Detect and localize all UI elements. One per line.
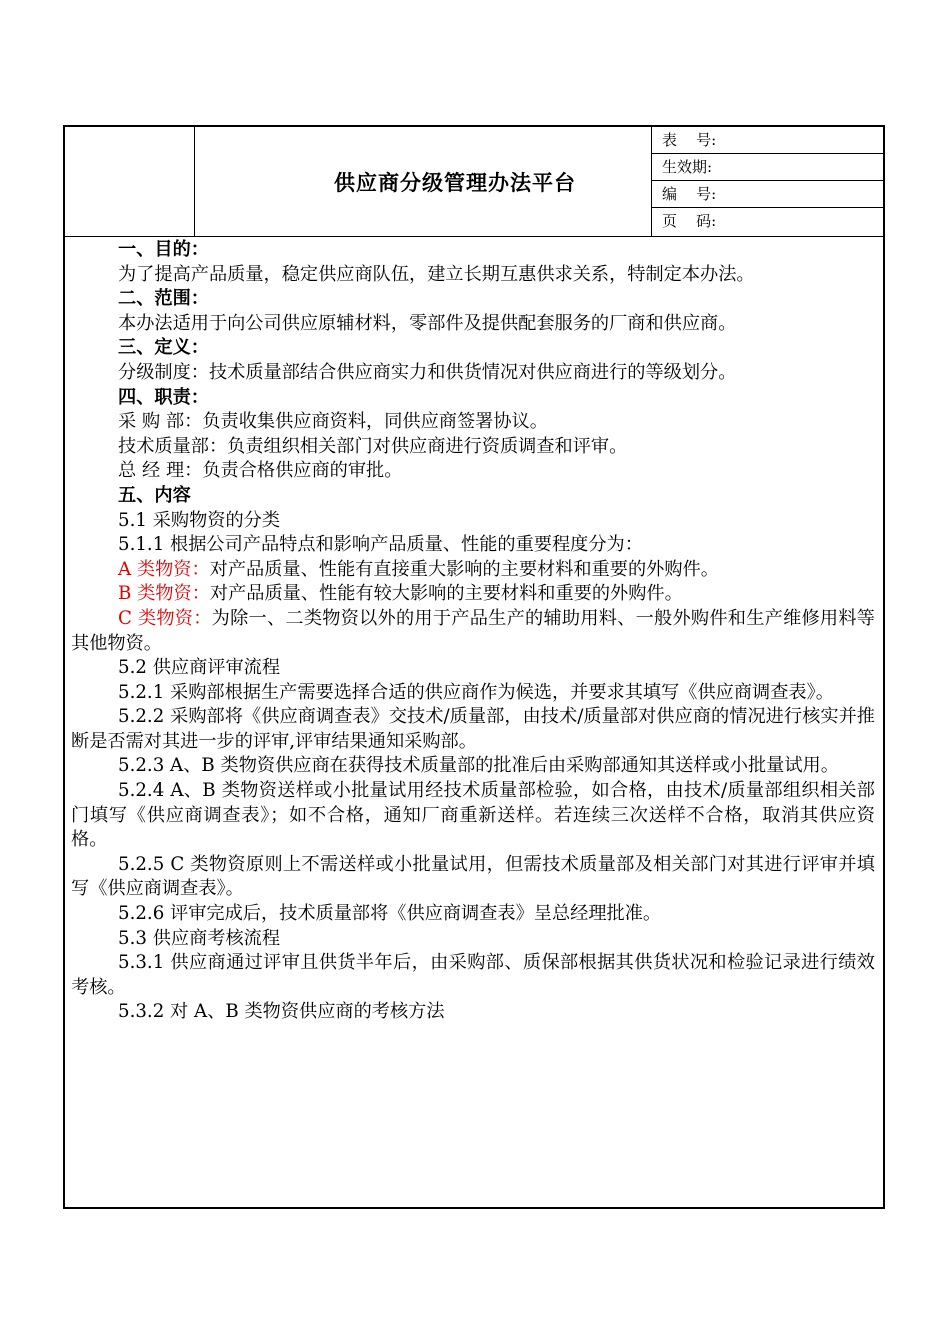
clause-5-1: 5.1 采购物资的分类 [118,509,281,531]
clause-5-1-1: 5.1.1 根据公司产品特点和影响产品质量、性能的重要程度分为： [118,534,643,556]
class-a-label: A 类物资： [118,558,210,580]
clause-5-2-3: 5.2.3 A、B 类物资供应商在获得技术质量部的批准后由采购部通知其送样或小批量试用。 [118,755,839,777]
clause-5-3: 5.3 供应商考核流程 [118,927,281,949]
meta-page-number: 页 码: [662,212,717,230]
clause-5-3-2: 5.3.2 对 A、B 类物资供应商的考核方法 [118,1001,445,1023]
paragraph-purpose: 为了提高产品质量，稳定供应商队伍，建立长期互惠供求关系，特制定本办法。 [118,263,755,285]
section-heading-purpose: 一、目的： [118,239,209,260]
document-header [65,127,883,237]
duty-purchasing: 采 购 部：负责收集供应商资料，同供应商签署协议。 [118,411,548,433]
class-a-text: 对产品质量、性能有直接重大影响的主要材料和重要的外购件。 [209,558,719,580]
paragraph-scope: 本办法适用于向公司供应原辅材料，零部件及提供配套服务的厂商和供应商。 [118,312,737,334]
document-title: 供应商分级管理办法平台 [334,169,576,195]
class-b-item [71,582,875,607]
document-body [71,238,875,1025]
duty-quality: 技术质量部：负责组织相关部门对供应商进行资质调查和评审。 [118,435,628,457]
class-c-item [71,607,875,656]
clause-5-3-1: 5.3.1 供应商通过评审且供货半年后，由采购部、质保部根据其供货状况和检验记录进行绩效考核。 [71,952,875,998]
section-heading-content: 五、内容 [118,484,191,506]
section-heading-definition: 三、定义： [118,337,209,359]
clause-5-2: 5.2 供应商评审流程 [118,657,281,679]
class-c-label: C 类物资： [118,607,212,629]
class-b-text: 对产品质量、性能有较大影响的主要材料和重要的外购件。 [209,583,683,605]
paragraph-definition: 分级制度：技术质量部结合供应商实力和供货情况对供应商进行的等级划分。 [118,361,737,383]
meta-effective-date: 生效期: [652,154,883,181]
section-heading-scope: 二、范围： [118,288,209,310]
class-b-label: B 类物资： [118,583,210,605]
clause-5-2-4: 5.2.4 A、B 类物资送样或小批量试用经技术质量部检验，如合格，由技术/质量部组织相关部门填写《供应商调查表》；如不合格，通知厂商重新送样。若连续三次送样不合格，取消其供应资格。 [71,780,875,851]
meta-document-number: 编 号: [652,181,883,208]
logo-cell [65,127,195,236]
document-frame [63,125,885,1209]
section-heading-duties: 四、职责： [118,386,209,408]
class-a-item [71,558,875,583]
clause-5-2-1: 5.2.1 采购部根据生产需要选择合适的供应商作为候选，并要求其填写《供应商调查表》。 [118,681,834,703]
duty-manager: 总 经 理：负责合格供应商的审批。 [118,460,403,482]
clause-5-2-6: 5.2.6 评审完成后，技术质量部将《供应商调查表》呈总经理批准。 [118,903,662,925]
clause-5-2-2: 5.2.2 采购部将《供应商调查表》交技术/质量部，由技术/质量部对供应商的情况进行核实并推断是否需对其进一步的评审,评审结果通知采购部。 [71,706,875,752]
meta-table [651,127,883,236]
class-c-text: 为除一、二类物资以外的用于产品生产的辅助用料、一般外购件和生产维修用料等其他物资。 [71,607,875,654]
clause-5-2-5: 5.2.5 C 类物资原则上不需送样或小批量试用，但需技术质量部及相关部门对其进行评审并填写《供应商调查表》。 [71,853,875,900]
meta-form-number: 表 号: [652,127,883,154]
